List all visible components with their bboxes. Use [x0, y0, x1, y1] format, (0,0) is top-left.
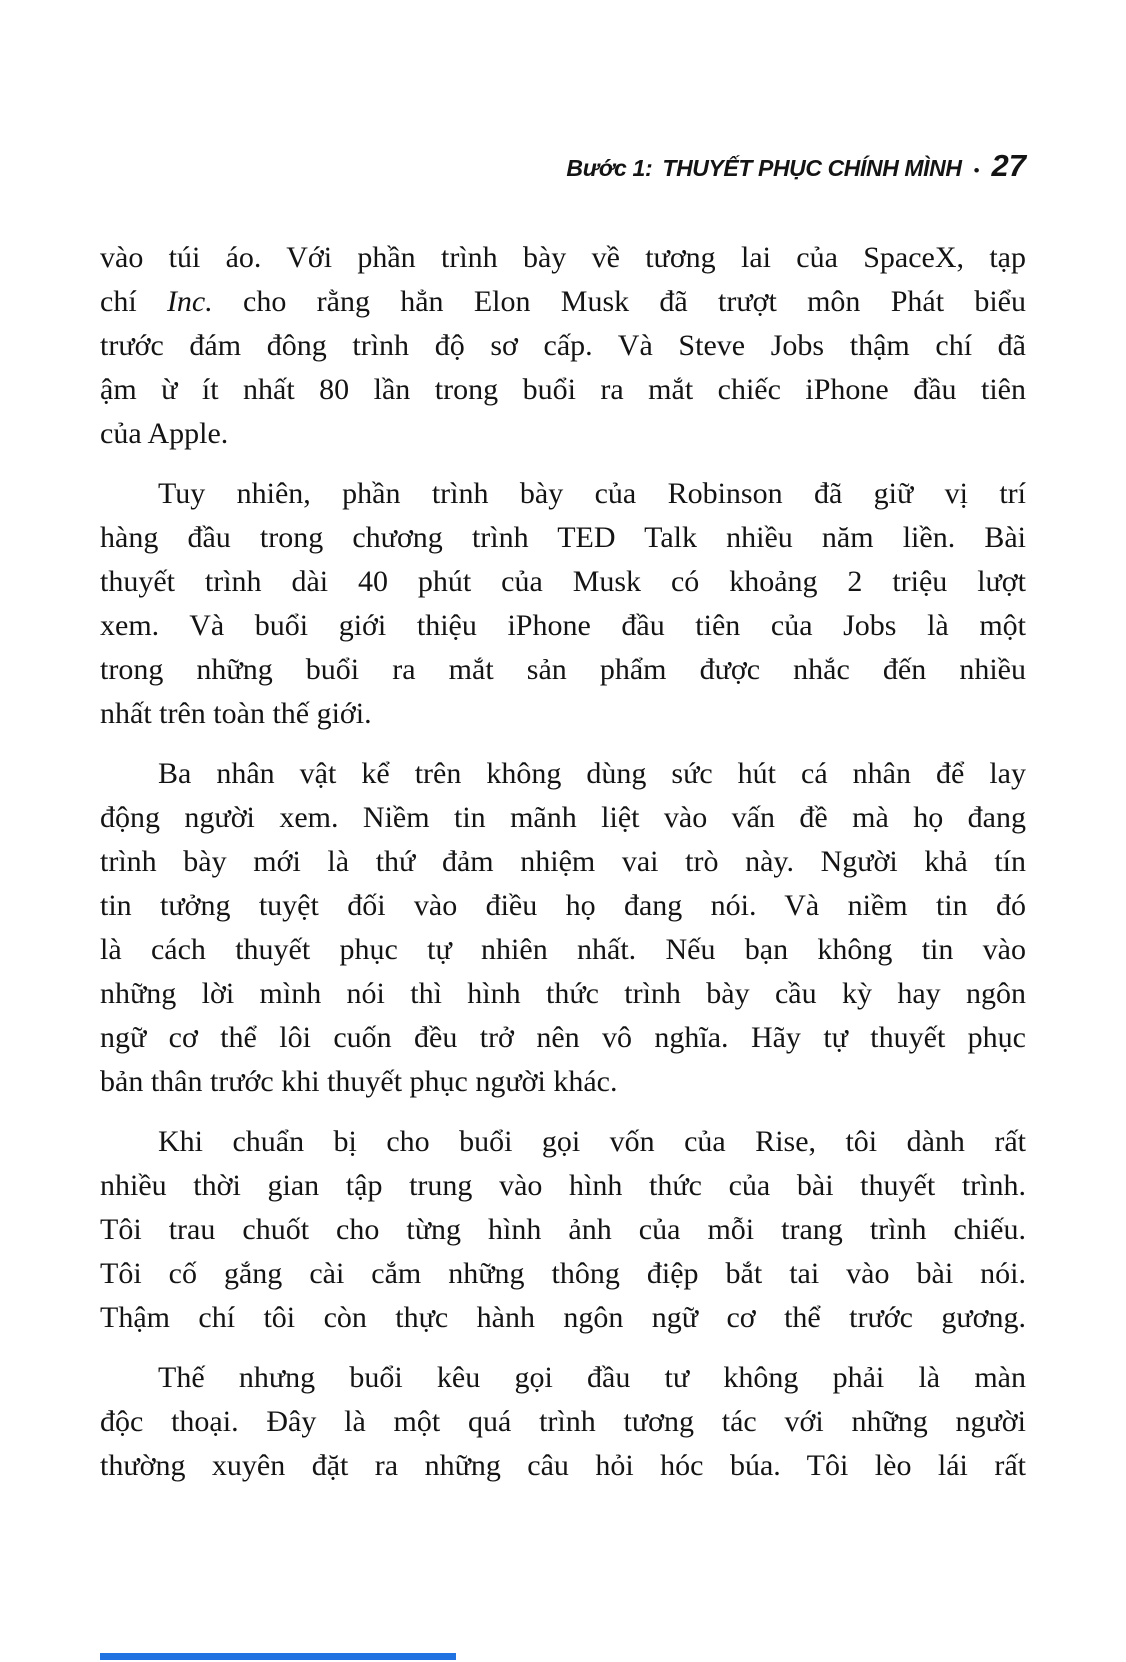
text-line: ngữ cơ thể lôi cuốn đều trở nên vô nghĩa. Hãy tự thuyết phục [100, 1021, 1026, 1054]
text-line: xem. Và buổi giới thiệu iPhone đầu tiên của Jobs là một [100, 609, 1026, 642]
text-line: những lời mình nói thì hình thức trình bày cầu kỳ hay ngôn [100, 977, 1026, 1010]
text-line: Ba nhân vật kể trên không dùng sức hút cá nhân để lay [158, 757, 1026, 790]
text-line: tin tưởng tuyệt đối vào điều họ đang nói. Và niềm tin đó [100, 889, 1026, 922]
paragraph [100, 1120, 1026, 1340]
paragraph [100, 236, 1026, 456]
text-line: trình bày mới là thứ đảm nhiệm vai trò này. Người khả tín [100, 845, 1026, 878]
text-line [100, 280, 1026, 324]
text-line: nhất trên toàn thế giới. [100, 697, 372, 730]
text-line: hàng đầu trong chương trình TED Talk nhiều năm liền. Bài [100, 521, 1026, 554]
running-header [100, 148, 1026, 184]
text-line: Khi chuẩn bị cho buổi gọi vốn của Rise, tôi dành rất [158, 1125, 1026, 1158]
body-text [100, 236, 1026, 1488]
text-segment: cho rằng hẳn Elon Musk đã trượt môn Phát biểu [212, 285, 1026, 318]
header-bullet-separator: • [973, 161, 980, 180]
text-line: động người xem. Niềm tin mãnh liệt vào vấn đề mà họ đang [100, 801, 1026, 834]
page-content [0, 148, 1126, 1488]
text-line: độc thoại. Đây là một quá trình tương tác với những người [100, 1405, 1026, 1438]
text-line: thuyết trình dài 40 phút của Musk có khoảng 2 triệu lượt [100, 565, 1026, 598]
text-line: ậm ừ ít nhất 80 lần trong buổi ra mắt chiếc iPhone đầu tiên [100, 373, 1026, 406]
text-segment: chí [100, 285, 167, 318]
text-line: Thế nhưng buổi kêu gọi đầu tư không phải là màn [158, 1361, 1026, 1394]
paragraph [100, 472, 1026, 736]
chapter-label: Bước 1: [566, 155, 653, 181]
text-line: Tôi cố gắng cài cắm những thông điệp bắt tai vào bài nói. [100, 1257, 1026, 1290]
loading-progress-bar [100, 1653, 456, 1660]
text-line: Tuy nhiên, phần trình bày của Robinson đã giữ vị trí [158, 477, 1026, 510]
text-line: là cách thuyết phục tự nhiên nhất. Nếu bạn không tin vào [100, 933, 1026, 966]
text-line: trước đám đông trình độ sơ cấp. Và Steve Jobs thậm chí đã [100, 329, 1026, 362]
paragraph [100, 752, 1026, 1104]
text-line: nhiều thời gian tập trung vào hình thức của bài thuyết trình. [100, 1169, 1026, 1202]
text-line: Tôi trau chuốt cho từng hình ảnh của mỗi trang trình chiếu. [100, 1213, 1026, 1246]
text-line: của Apple. [100, 417, 229, 450]
paragraph [100, 1356, 1026, 1488]
page-number: 27 [991, 148, 1026, 183]
text-line: vào túi áo. Với phần trình bày về tương lai của SpaceX, tạp [100, 241, 1026, 274]
italic-text: Inc. [166, 285, 213, 318]
chapter-title: THUYẾT PHỤC CHÍNH MÌNH [662, 155, 962, 181]
text-line: trong những buổi ra mắt sản phẩm được nhắc đến nhiều [100, 653, 1026, 686]
text-line: thường xuyên đặt ra những câu hỏi hóc búa. Tôi lèo lái rất [100, 1449, 1026, 1482]
text-line: bản thân trước khi thuyết phục người khác. [100, 1065, 618, 1098]
text-line: Thậm chí tôi còn thực hành ngôn ngữ cơ thể trước gương. [100, 1301, 1026, 1334]
